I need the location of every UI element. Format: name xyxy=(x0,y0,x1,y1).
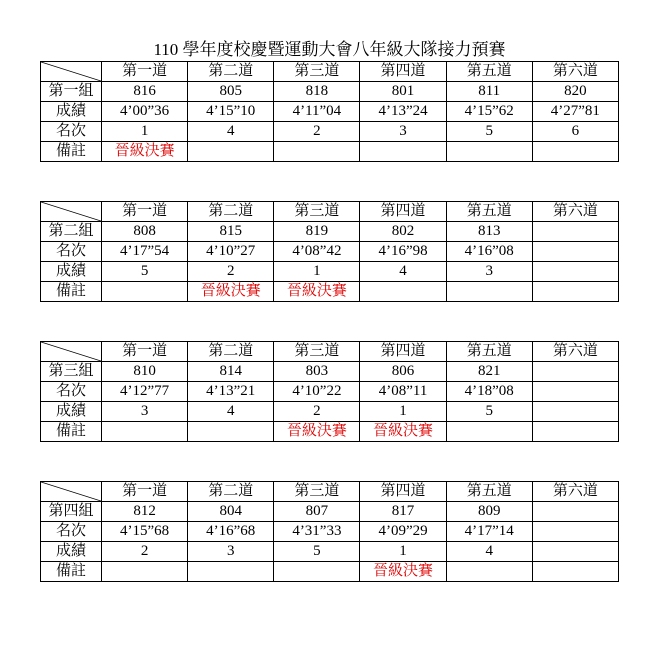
row-label: 第二組 xyxy=(41,222,102,242)
note-cell xyxy=(102,282,188,302)
third-cell: 4 xyxy=(188,402,274,422)
lane-header: 第五道 xyxy=(446,202,532,222)
class-cell: 814 xyxy=(188,362,274,382)
note-cell: 晉級決賽 xyxy=(102,142,188,162)
second-cell: 4’08”11 xyxy=(360,382,446,402)
second-cell: 4’16”68 xyxy=(188,522,274,542)
note-cell xyxy=(446,142,532,162)
third-cell: 4 xyxy=(360,262,446,282)
second-cell: 4’11”04 xyxy=(274,102,360,122)
lane-header: 第五道 xyxy=(446,62,532,82)
second-row xyxy=(41,102,619,122)
note-cell xyxy=(532,142,618,162)
second-cell: 4’15”62 xyxy=(446,102,532,122)
row-label: 第四組 xyxy=(41,502,102,522)
lane-header: 第三道 xyxy=(274,202,360,222)
second-cell: 4’15”68 xyxy=(102,522,188,542)
lane-header: 第一道 xyxy=(102,482,188,502)
third-cell: 2 xyxy=(274,122,360,142)
third-cell: 1 xyxy=(360,542,446,562)
note-cell xyxy=(274,142,360,162)
class-cell: 813 xyxy=(446,222,532,242)
note-cell xyxy=(446,562,532,582)
lane-header: 第二道 xyxy=(188,342,274,362)
lane-header-row xyxy=(41,482,619,502)
note-row xyxy=(41,562,619,582)
row-label: 備註 xyxy=(41,142,102,162)
lane-header-row xyxy=(41,342,619,362)
class-cell: 815 xyxy=(188,222,274,242)
note-cell xyxy=(188,142,274,162)
note-cell: 晉級決賽 xyxy=(274,282,360,302)
class-cell xyxy=(532,502,618,522)
second-cell: 4’18”08 xyxy=(446,382,532,402)
class-cell: 816 xyxy=(102,82,188,102)
second-cell: 4’10”27 xyxy=(188,242,274,262)
third-row xyxy=(41,542,619,562)
class-row xyxy=(41,222,619,242)
class-cell: 806 xyxy=(360,362,446,382)
row-label: 成績 xyxy=(41,102,102,122)
corner-cell xyxy=(41,62,102,82)
note-cell xyxy=(188,562,274,582)
second-row xyxy=(41,382,619,402)
group-table-3 xyxy=(40,341,619,442)
note-cell xyxy=(360,142,446,162)
class-row xyxy=(41,502,619,522)
class-cell: 818 xyxy=(274,82,360,102)
lane-header: 第五道 xyxy=(446,342,532,362)
third-cell: 4 xyxy=(188,122,274,142)
third-row xyxy=(41,402,619,422)
lane-header: 第六道 xyxy=(532,482,618,502)
class-cell: 801 xyxy=(360,82,446,102)
row-label: 名次 xyxy=(41,242,102,262)
second-cell: 4’17”14 xyxy=(446,522,532,542)
row-label: 成績 xyxy=(41,542,102,562)
note-cell xyxy=(532,282,618,302)
third-cell: 3 xyxy=(102,402,188,422)
second-cell: 4’27”81 xyxy=(532,102,618,122)
row-label: 備註 xyxy=(41,282,102,302)
class-cell: 821 xyxy=(446,362,532,382)
third-cell: 3 xyxy=(360,122,446,142)
lane-header: 第四道 xyxy=(360,342,446,362)
row-label: 成績 xyxy=(41,262,102,282)
class-cell: 811 xyxy=(446,82,532,102)
second-cell: 4’17”54 xyxy=(102,242,188,262)
class-cell xyxy=(532,362,618,382)
second-row xyxy=(41,522,619,542)
lane-header: 第三道 xyxy=(274,482,360,502)
second-cell xyxy=(532,382,618,402)
lane-header: 第六道 xyxy=(532,342,618,362)
note-row xyxy=(41,422,619,442)
corner-cell xyxy=(41,482,102,502)
third-cell: 5 xyxy=(446,402,532,422)
lane-header: 第一道 xyxy=(102,202,188,222)
corner-cell xyxy=(41,342,102,362)
corner-cell xyxy=(41,202,102,222)
third-cell: 4 xyxy=(446,542,532,562)
third-cell: 2 xyxy=(274,402,360,422)
class-cell xyxy=(532,222,618,242)
class-cell: 807 xyxy=(274,502,360,522)
third-row xyxy=(41,262,619,282)
note-cell xyxy=(532,562,618,582)
class-cell: 819 xyxy=(274,222,360,242)
note-cell: 晉級決賽 xyxy=(360,562,446,582)
note-cell: 晉級決賽 xyxy=(274,422,360,442)
row-label: 第三組 xyxy=(41,362,102,382)
lane-header: 第四道 xyxy=(360,202,446,222)
class-row xyxy=(41,82,619,102)
second-cell: 4’00”36 xyxy=(102,102,188,122)
diagonal-line xyxy=(41,202,101,221)
note-cell xyxy=(446,422,532,442)
second-cell: 4’15”10 xyxy=(188,102,274,122)
diagonal-line xyxy=(41,62,101,81)
third-cell xyxy=(532,402,618,422)
lane-header: 第四道 xyxy=(360,62,446,82)
third-cell: 1 xyxy=(274,262,360,282)
second-cell: 4’31”33 xyxy=(274,522,360,542)
page-title: 110 學年度校慶暨運動大會八年級大隊接力預賽 xyxy=(153,40,506,59)
note-cell xyxy=(446,282,532,302)
class-cell: 817 xyxy=(360,502,446,522)
third-cell: 2 xyxy=(188,262,274,282)
row-label: 第一組 xyxy=(41,82,102,102)
lane-header: 第六道 xyxy=(532,202,618,222)
group-table-4 xyxy=(40,481,619,582)
class-cell: 810 xyxy=(102,362,188,382)
lane-header: 第一道 xyxy=(102,342,188,362)
diagonal-line xyxy=(41,482,101,501)
third-cell xyxy=(532,262,618,282)
lane-header: 第二道 xyxy=(188,482,274,502)
row-label: 名次 xyxy=(41,522,102,542)
note-cell xyxy=(274,562,360,582)
note-row xyxy=(41,282,619,302)
note-cell xyxy=(360,282,446,302)
note-cell xyxy=(102,422,188,442)
group-table-2 xyxy=(40,201,619,302)
diagonal-line xyxy=(41,342,101,361)
third-cell xyxy=(532,542,618,562)
note-cell xyxy=(102,562,188,582)
class-cell: 803 xyxy=(274,362,360,382)
class-cell: 802 xyxy=(360,222,446,242)
second-cell xyxy=(532,522,618,542)
second-cell: 4’13”24 xyxy=(360,102,446,122)
third-cell: 2 xyxy=(102,542,188,562)
note-cell xyxy=(188,422,274,442)
row-label: 備註 xyxy=(41,562,102,582)
note-cell xyxy=(532,422,618,442)
class-cell: 812 xyxy=(102,502,188,522)
lane-header: 第二道 xyxy=(188,62,274,82)
third-cell: 5 xyxy=(274,542,360,562)
lane-header: 第一道 xyxy=(102,62,188,82)
third-cell: 3 xyxy=(188,542,274,562)
third-cell: 6 xyxy=(532,122,618,142)
lane-header-row xyxy=(41,62,619,82)
row-label: 名次 xyxy=(41,122,102,142)
lane-header: 第四道 xyxy=(360,482,446,502)
third-cell: 3 xyxy=(446,262,532,282)
second-cell: 4’09”29 xyxy=(360,522,446,542)
second-cell: 4’08”42 xyxy=(274,242,360,262)
third-cell: 5 xyxy=(446,122,532,142)
third-row xyxy=(41,122,619,142)
note-row xyxy=(41,142,619,162)
class-cell: 809 xyxy=(446,502,532,522)
class-cell: 820 xyxy=(532,82,618,102)
lane-header: 第三道 xyxy=(274,62,360,82)
second-cell: 4’16”98 xyxy=(360,242,446,262)
class-cell: 804 xyxy=(188,502,274,522)
group-table-1 xyxy=(40,61,619,162)
lane-header: 第二道 xyxy=(188,202,274,222)
third-cell: 1 xyxy=(102,122,188,142)
class-cell: 808 xyxy=(102,222,188,242)
note-cell: 晉級決賽 xyxy=(188,282,274,302)
second-cell xyxy=(532,242,618,262)
row-label: 名次 xyxy=(41,382,102,402)
lane-header: 第六道 xyxy=(532,62,618,82)
lane-header-row xyxy=(41,202,619,222)
class-cell: 805 xyxy=(188,82,274,102)
second-cell: 4’12”77 xyxy=(102,382,188,402)
note-cell: 晉級決賽 xyxy=(360,422,446,442)
row-label: 備註 xyxy=(41,422,102,442)
second-cell: 4’10”22 xyxy=(274,382,360,402)
lane-header: 第三道 xyxy=(274,342,360,362)
class-row xyxy=(41,362,619,382)
row-label: 成績 xyxy=(41,402,102,422)
third-cell: 1 xyxy=(360,402,446,422)
second-cell: 4’16”08 xyxy=(446,242,532,262)
second-cell: 4’13”21 xyxy=(188,382,274,402)
lane-header: 第五道 xyxy=(446,482,532,502)
second-row xyxy=(41,242,619,262)
third-cell: 5 xyxy=(102,262,188,282)
